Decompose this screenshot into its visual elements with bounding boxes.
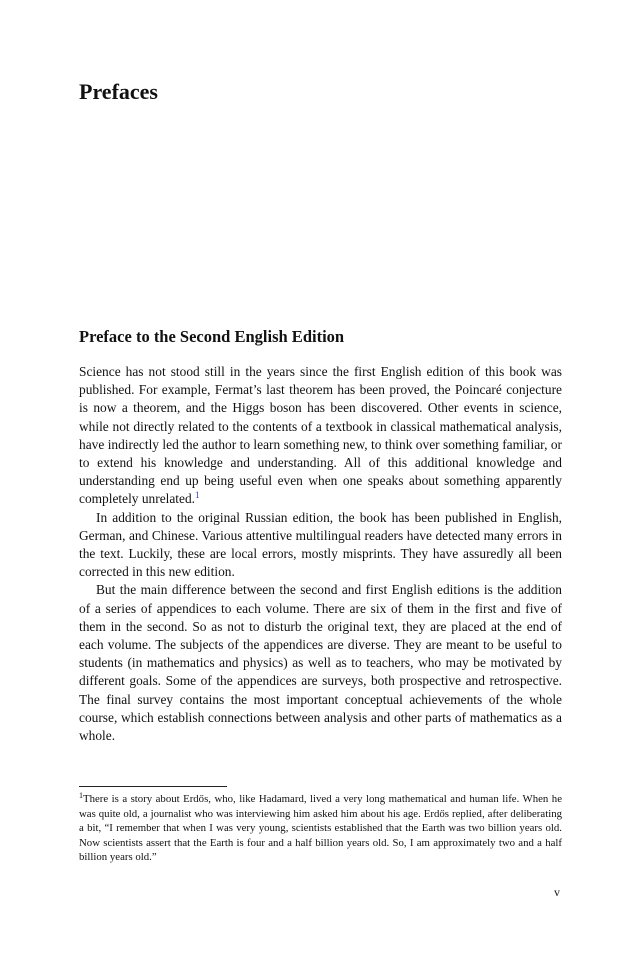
footnote-divider bbox=[79, 786, 227, 787]
chapter-title: Prefaces bbox=[79, 79, 158, 104]
paragraph-2: In addition to the original Russian edition, the book has been published in English, German, and Chinese. Various attentive multilingual readers have detected many errors in the text. Luckily, these are local errors, mostly misprints. They have assuredly all been corrected in this new edition. bbox=[79, 509, 562, 580]
paragraph-3: But the main difference between the second and first English editions is the addition of a series of appendices to each volume. There are six of them in the first and five of them in the second. So as not to disturb the original text, they are placed at the end of each volume. The subjects of the appendices are diverse. They are meant to be useful to students (in mathematics and physics) as well as to teachers, who may be motivated by different goals. Some of the appendices are surveys, both prospective and retrospective. The final survey contains the most important conceptual achievements of the whole course, which establish connections between analysis and other parts of mathematics as a whole. bbox=[79, 582, 562, 744]
footnote-reference-link[interactable]: 1 bbox=[195, 490, 200, 501]
paragraph-1 bbox=[79, 363, 562, 509]
footnote-text: There is a story about Erdős, who, like Hadamard, lived a very long mathematical and human life. When he was quite old, a journalist who was interviewing him asked him about his age. Erdős replied, after deliberating a bit, “I remember that when I was very young, scientists established that the Earth was two billion years old. Now scientists assert that the Earth is four and a half billion years old. So, I am approximately two and a half billion years old.” bbox=[79, 793, 562, 864]
footnote bbox=[79, 792, 562, 865]
page-number: v bbox=[554, 885, 560, 899]
preface-body bbox=[79, 363, 562, 745]
paragraph-1-text: Science has not stood still in the years since the first English edition of this book was published. For example, Fermat’s last theorem has been proved, the Poincaré conjecture is now a theorem, and the Higgs boson has been discovered. Other events in science, while not directly related to the contents of a textbook in classical mathematical analysis, have indirectly led the author to learn something new, to think over something familiar, or to extend his knowledge and understanding. All of this additional knowledge and understanding end up being useful even when one speaks about something apparently completely unrelated. bbox=[79, 364, 562, 507]
section-title: Preface to the Second English Edition bbox=[79, 327, 345, 346]
footnote-mark: 1 bbox=[79, 791, 83, 800]
